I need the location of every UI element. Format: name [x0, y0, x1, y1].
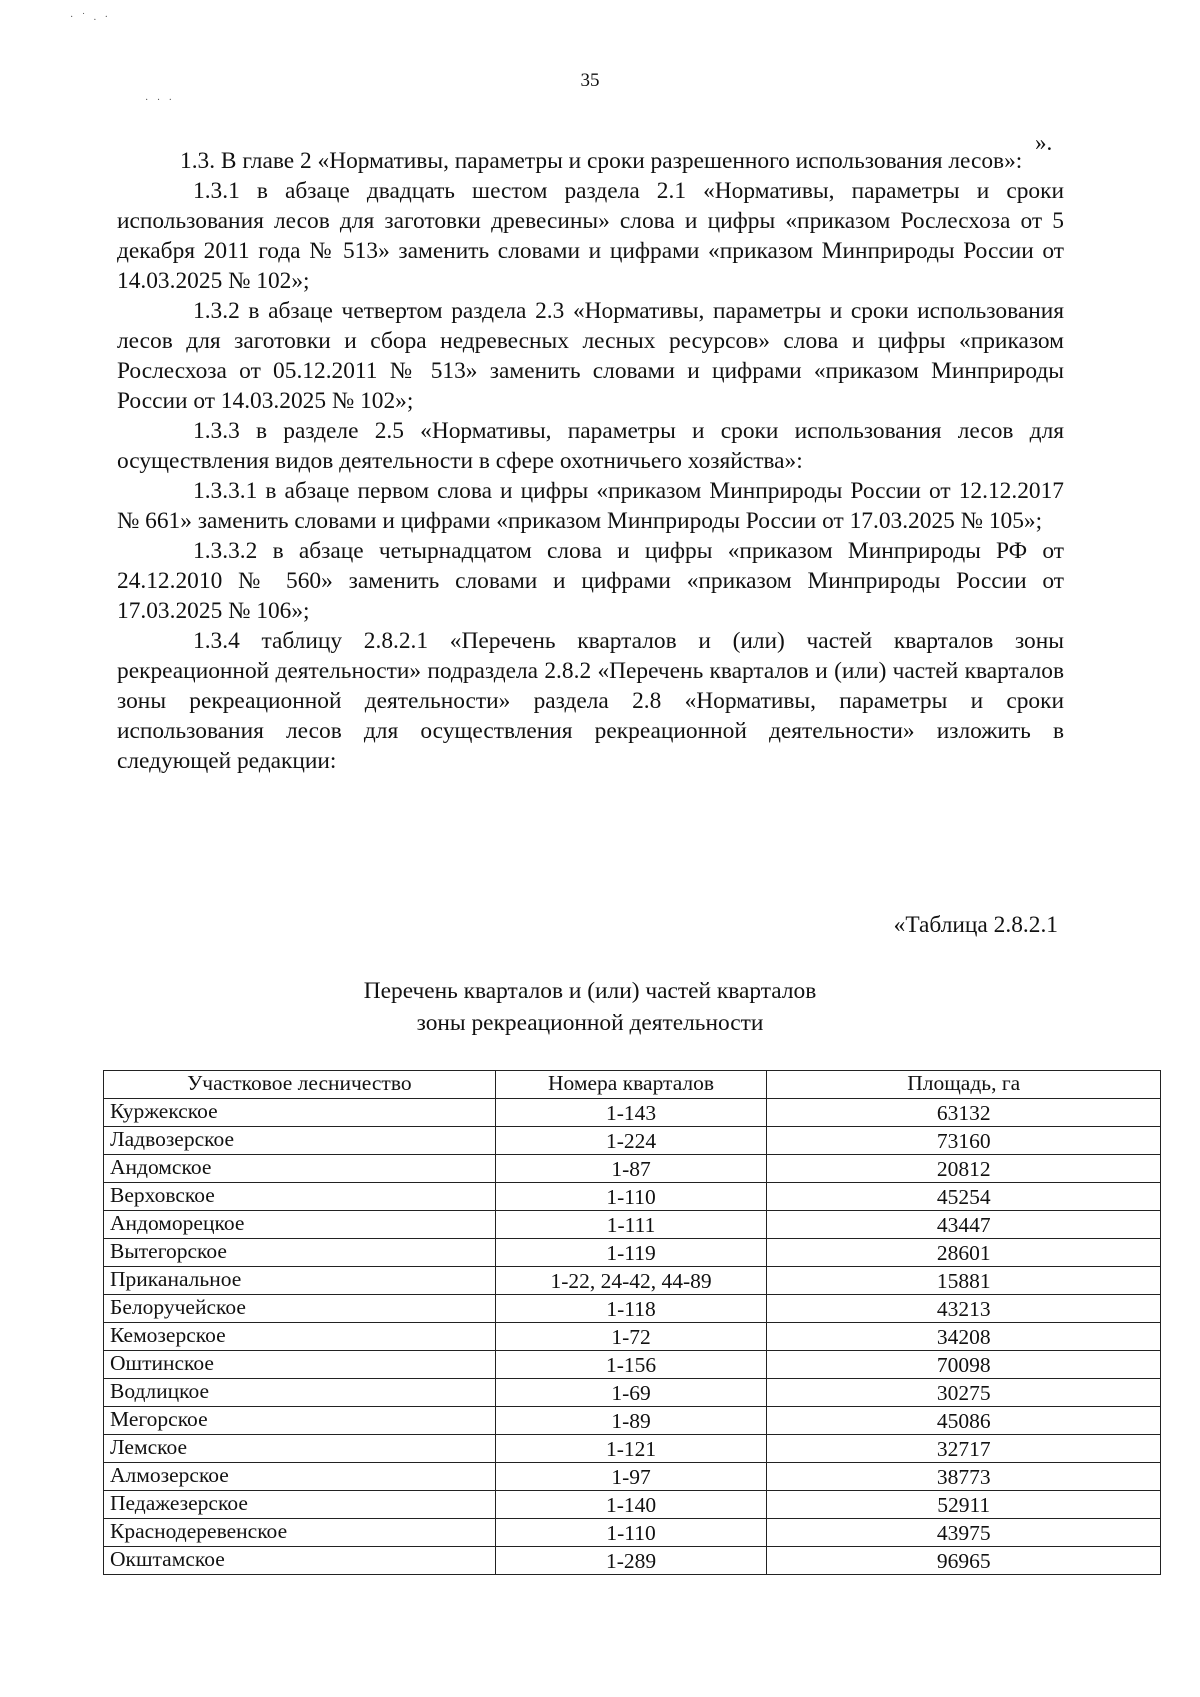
area-cell: 43975	[767, 1519, 1161, 1547]
table-title	[0, 975, 1180, 1039]
forestry-name-cell: Ладвозерское	[104, 1127, 496, 1155]
quarter-numbers-cell: 1-89	[495, 1407, 767, 1435]
forestry-name-cell: Мегорское	[104, 1407, 496, 1435]
paragraph: 1.3. В главе 2 «Нормативы, параметры и сроки разрешенного использования лесов»:	[180, 148, 1023, 174]
forestry-name-cell: Куржекское	[104, 1099, 496, 1127]
quarter-numbers-cell: 1-224	[495, 1127, 767, 1155]
scan-noise: · · ·	[145, 95, 175, 106]
paragraph: 1.3.2 в абзаце четвертом раздела 2.3 «Нормативы, параметры и сроки использования лесов для заготовки и сбора недревесных лесных ресурсов» слова и цифры «приказом Рослесхоза от 05.12.2011 № 513» заменить словами и цифрами «приказом Минприроды России от 14.03.2025 № 102»;	[117, 298, 1064, 414]
scan-noise: · ˙ . ·	[70, 12, 111, 23]
quarter-numbers-cell: 1-118	[495, 1295, 767, 1323]
forestry-name-cell: Верховское	[104, 1183, 496, 1211]
forestry-name-cell: Водлицкое	[104, 1379, 496, 1407]
paragraph: 1.3.3.1 в абзаце первом слова и цифры «приказом Минприроды России от 12.12.2017 № 661» заменить словами и цифрами «приказом Минприроды России от 17.03.2025 № 105»;	[117, 478, 1064, 534]
table-row	[104, 1183, 1161, 1211]
quarter-numbers-cell: 1-22, 24-42, 44-89	[495, 1267, 767, 1295]
column-header: Участковое лесничество	[104, 1071, 496, 1099]
table-row	[104, 1407, 1161, 1435]
paragraph: 1.3.1 в абзаце двадцать шестом раздела 2.1 «Нормативы, параметры и сроки использования лесов для заготовки древесины» слова и цифры «приказом Рослесхоза от 5 декабря 2011 года № 513» заменить словами и цифрами «приказом Минприроды России от 14.03.2025 № 102»;	[117, 178, 1064, 294]
forestry-name-cell: Андомское	[104, 1155, 496, 1183]
area-cell: 45086	[767, 1407, 1161, 1435]
area-cell: 20812	[767, 1155, 1161, 1183]
forestry-name-cell: Окштамское	[104, 1547, 496, 1575]
quarter-numbers-cell: 1-111	[495, 1211, 767, 1239]
quarter-numbers-cell: 1-72	[495, 1323, 767, 1351]
forestry-name-cell: Краснодеревенское	[104, 1519, 496, 1547]
table-header-row	[104, 1071, 1161, 1099]
forestry-name-cell: Лемское	[104, 1435, 496, 1463]
area-cell: 45254	[767, 1183, 1161, 1211]
paragraph: 1.3.4 таблицу 2.8.2.1 «Перечень кварталов и (или) частей кварталов зоны рекреационной деятельности» подраздела 2.8.2 «Перечень кварталов и (или) частей кварталов зоны рекреационной деятельности» раздела 2.8 «Нормативы, параметры и сроки использования лесов для осуществления рекреационной деятельности» изложить в следующей редакции:	[117, 628, 1064, 774]
quarter-numbers-cell: 1-119	[495, 1239, 767, 1267]
quarter-numbers-cell: 1-156	[495, 1351, 767, 1379]
table-row	[104, 1267, 1161, 1295]
column-header: Номера кварталов	[495, 1071, 767, 1099]
column-header: Площадь, га	[767, 1071, 1161, 1099]
table-row	[104, 1211, 1161, 1239]
table-row	[104, 1155, 1161, 1183]
document-body	[117, 146, 1064, 776]
quarter-numbers-cell: 1-289	[495, 1547, 767, 1575]
page-number: 35	[580, 70, 600, 91]
table-row	[104, 1463, 1161, 1491]
table-reference: «Таблица 2.8.2.1	[893, 912, 1058, 938]
quarter-numbers-cell: 1-143	[495, 1099, 767, 1127]
table-row	[104, 1323, 1161, 1351]
quarter-numbers-cell: 1-110	[495, 1183, 767, 1211]
area-cell: 15881	[767, 1267, 1161, 1295]
quarter-numbers-cell: 1-140	[495, 1491, 767, 1519]
area-cell: 43213	[767, 1295, 1161, 1323]
forestry-name-cell: Приканальное	[104, 1267, 496, 1295]
area-cell: 43447	[767, 1211, 1161, 1239]
forestry-name-cell: Педажезерское	[104, 1491, 496, 1519]
table-row	[104, 1519, 1161, 1547]
area-cell: 30275	[767, 1379, 1161, 1407]
table-row	[104, 1491, 1161, 1519]
forestry-name-cell: Белоручейское	[104, 1295, 496, 1323]
forestry-name-cell: Оштинское	[104, 1351, 496, 1379]
forestry-name-cell: Андоморецкое	[104, 1211, 496, 1239]
table-row	[104, 1295, 1161, 1323]
forestry-name-cell: Вытегорское	[104, 1239, 496, 1267]
table-title-line: зоны рекреационной деятельности	[416, 1010, 764, 1036]
area-cell: 70098	[767, 1351, 1161, 1379]
area-cell: 96965	[767, 1547, 1161, 1575]
recreation-quarters-table	[103, 1070, 1161, 1575]
quarter-numbers-cell: 1-110	[495, 1519, 767, 1547]
table-row	[104, 1351, 1161, 1379]
closing-quote: ».	[1035, 130, 1053, 155]
area-cell: 32717	[767, 1435, 1161, 1463]
table-row	[104, 1547, 1161, 1575]
area-cell: 73160	[767, 1127, 1161, 1155]
area-cell: 38773	[767, 1463, 1161, 1491]
table-row	[104, 1127, 1161, 1155]
area-cell: 28601	[767, 1239, 1161, 1267]
forestry-name-cell: Алмозерское	[104, 1463, 496, 1491]
table-row	[104, 1379, 1161, 1407]
quarter-numbers-cell: 1-87	[495, 1155, 767, 1183]
table-title-line: Перечень кварталов и (или) частей кварталов	[363, 978, 817, 1004]
paragraph: 1.3.3.2 в абзаце четырнадцатом слова и цифры «приказом Минприроды РФ от 24.12.2010 № 560» заменить словами и цифрами «приказом Минприроды России от 17.03.2025 № 106»;	[117, 538, 1064, 624]
area-cell: 34208	[767, 1323, 1161, 1351]
quarter-numbers-cell: 1-69	[495, 1379, 767, 1407]
table-row	[104, 1239, 1161, 1267]
forestry-name-cell: Кемозерское	[104, 1323, 496, 1351]
table-row	[104, 1435, 1161, 1463]
paragraph: 1.3.3 в разделе 2.5 «Нормативы, параметры и сроки использования лесов для осуществления видов деятельности в сфере охотничьего хозяйства»:	[117, 418, 1064, 474]
quarter-numbers-cell: 1-121	[495, 1435, 767, 1463]
table-row	[104, 1099, 1161, 1127]
area-cell: 52911	[767, 1491, 1161, 1519]
quarter-numbers-cell: 1-97	[495, 1463, 767, 1491]
area-cell: 63132	[767, 1099, 1161, 1127]
